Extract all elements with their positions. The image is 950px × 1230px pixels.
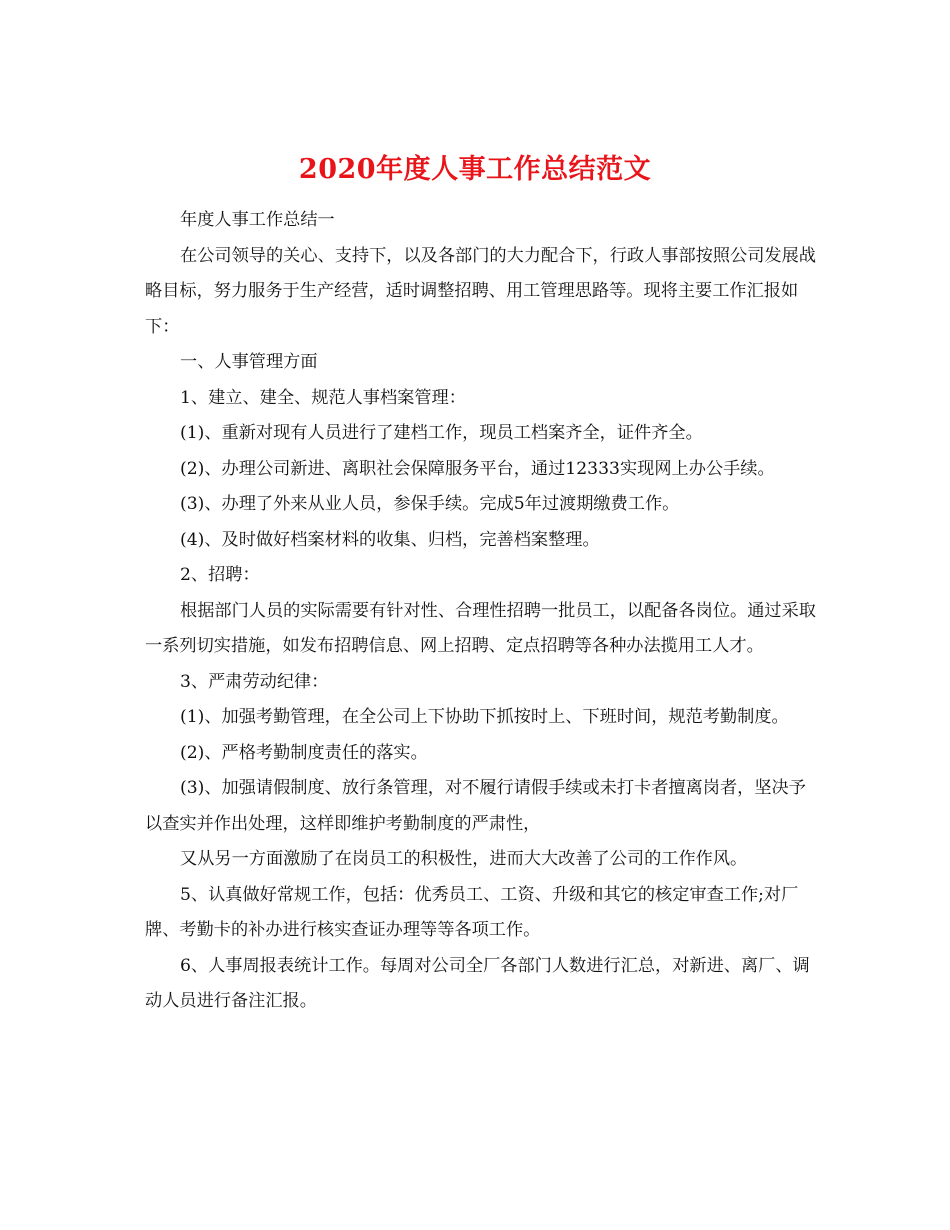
subsection-heading: 3、严肃劳动纪律： bbox=[180, 671, 329, 692]
subsection-heading: 1、建立、建全、规范人事档案管理： bbox=[180, 387, 466, 408]
list-item: (2)、严格考勤制度责任的落实。 bbox=[180, 742, 428, 763]
section-heading: 年度人事工作总结一 bbox=[180, 210, 335, 230]
list-item: (3)、办理了外来从业人员，参保手续。完成5年过渡期缴费工作。 bbox=[180, 494, 680, 514]
paragraph: 5、认真做好常规工作，包括：优秀员工、工资、升级和其它的核定审查工作;对厂牌、考勤卡的补办进行核实查证办理等等各项工作。 bbox=[145, 884, 799, 940]
paragraph: 在公司领导的关心、支持下，以及各部门的大力配合下，行政人事部按照公司发展战略目标，努力服务于生产经营，适时调整招聘、用工管理思路等。现将主要工作汇报如下： bbox=[145, 245, 816, 337]
list-item: (3)、加强请假制度、放行条管理，对不履行请假手续或未打卡者擅离岗者，坚决予以查实并作出处理，这样即维护考勤制度的严肃性， bbox=[145, 778, 806, 834]
paragraph: 6、人事周报表统计工作。每周对公司全厂各部门人数进行汇总，对新进、离厂、调动人员进行备注汇报。 bbox=[145, 955, 810, 1011]
section-heading: 一、人事管理方面 bbox=[180, 352, 318, 372]
list-item: (1)、加强考勤管理，在全公司上下协助下抓按时上、下班时间，规范考勤制度。 bbox=[180, 707, 789, 727]
document-title: 2020年度人事工作总结范文 bbox=[298, 154, 652, 186]
list-item: (1)、重新对现有人员进行了建档工作，现员工档案齐全，证件齐全。 bbox=[180, 423, 703, 443]
subsection-heading: 2、招聘： bbox=[180, 565, 260, 585]
list-item: (4)、及时做好档案材料的收集、归档，完善档案整理。 bbox=[180, 529, 600, 550]
paragraph: 又从另一方面激励了在岗员工的积极性，进而大大改善了公司的工作作风。 bbox=[180, 849, 748, 869]
list-item: (2)、办理公司新进、离职社会保障服务平台，通过12333实现网上办公手续。 bbox=[180, 458, 775, 479]
paragraph: 根据部门人员的实际需要有针对性、合理性招聘一批员工，以配备各岗位。通过采取一系列切实措施，如发布招聘信息、网上招聘、定点招聘等各种办法揽用工人才。 bbox=[145, 600, 816, 656]
document-body bbox=[145, 203, 820, 1020]
